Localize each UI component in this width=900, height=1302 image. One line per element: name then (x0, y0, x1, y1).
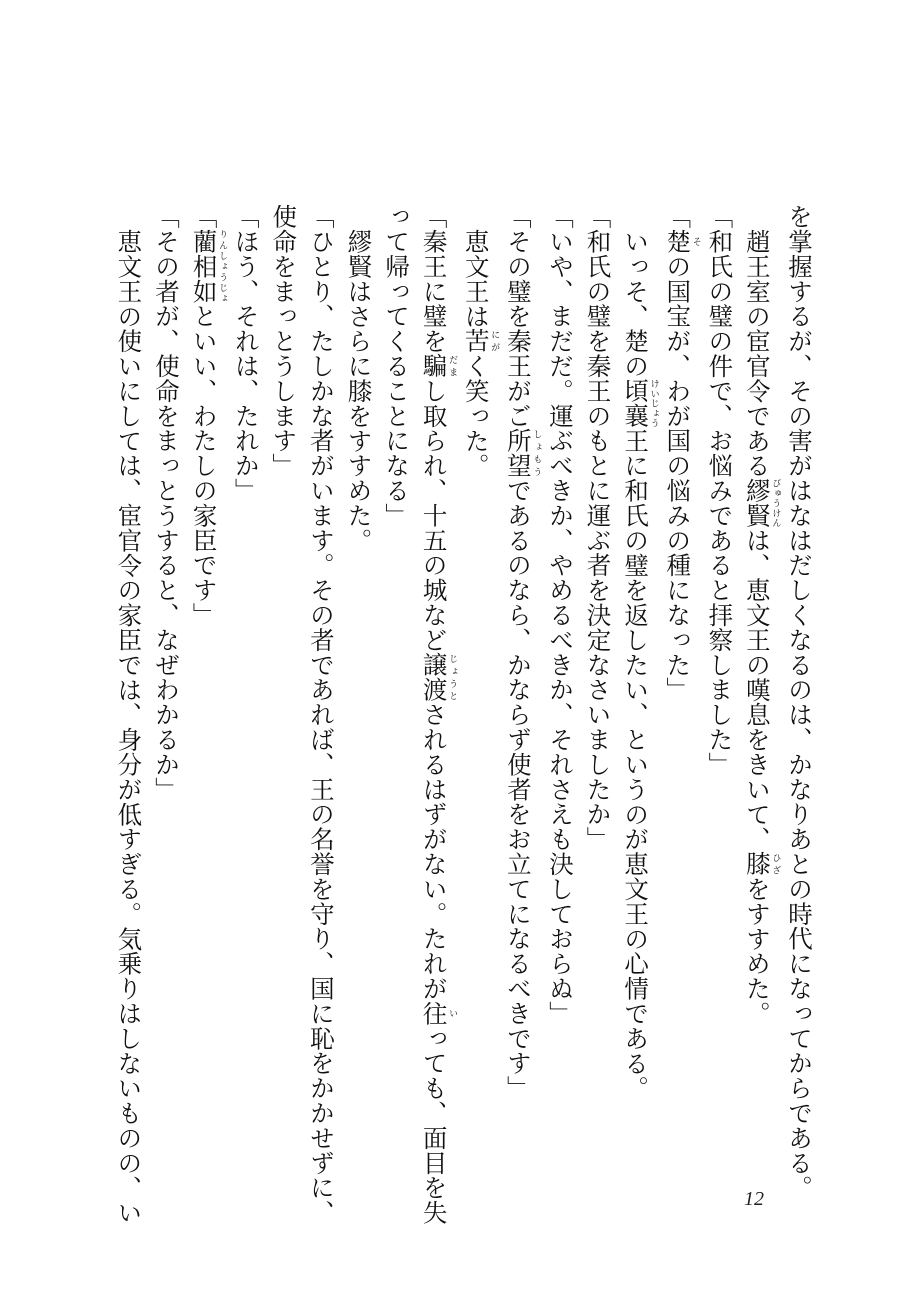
ruby-reading: にが (489, 328, 500, 353)
furigana-word (461, 328, 500, 354)
ruby-reading: りんしょうじょ (217, 228, 228, 304)
text-line (617, 204, 659, 1164)
furigana-word (189, 228, 228, 304)
text-line (340, 204, 378, 1164)
text-segment: 趙王室の宦官令である (742, 228, 772, 478)
ruby-reading: だま (447, 353, 458, 379)
ruby-reading: しょもう (531, 428, 542, 478)
ruby-base: 藺相如 (189, 228, 219, 304)
text-segment: いっそ、楚の (621, 228, 651, 378)
ruby-base: 往 (419, 1000, 449, 1026)
text-segment: されるはずがない。たれが (419, 702, 449, 1001)
ruby-base: 騙 (419, 353, 449, 379)
furigana-word (663, 228, 701, 254)
text-line (499, 204, 541, 1164)
text-segment: 繆賢はさらに膝をすすめた。 (344, 228, 374, 553)
text-line (457, 204, 499, 1164)
text-segment: 「その者が、使命をまっとうすると、なぜわかるか」 (152, 204, 181, 802)
text-segment: 王に和氏の璧を返したい、というのが恵文王の心情である。 (621, 427, 651, 1101)
ruby-reading: い (447, 1000, 458, 1026)
ruby-base: 所望 (503, 428, 533, 478)
text-segment: って帰ってくることになる」 (382, 204, 412, 528)
ruby-base: 譲渡 (419, 652, 449, 703)
furigana-word (419, 353, 458, 379)
furigana-word (419, 652, 458, 703)
text-segment: を掌握するが、その害がはなはだしくなるのは、かなりあとの時代になってからである。 (785, 204, 814, 1200)
text-line (738, 204, 780, 1164)
text-line (541, 204, 579, 1164)
text-segment: 恵文王は (461, 228, 491, 329)
ruby-reading: けいじょう (648, 377, 659, 428)
text-segment: は、恵文王の嘆息をきいて、 (742, 527, 772, 852)
text-line (110, 204, 148, 1225)
text-line (265, 204, 303, 1164)
text-segment: であるのなら、かならず使者をお立てになるべきです」 (503, 477, 533, 1101)
ruby-reading: そ (690, 228, 701, 254)
text-segment: 「和氏の璧の件で、お悩みであると拝察しました」 (705, 204, 735, 777)
text-segment: 「秦王に璧を (419, 204, 449, 354)
text-line (147, 204, 185, 1164)
text-line (579, 204, 617, 1164)
page-number: 12 (744, 1188, 764, 1210)
text-segment: 「いや、まだだ。運ぶべきか、やめるべきか、それさえも決しておらぬ」 (545, 204, 575, 1026)
ruby-base: 繆賢 (742, 477, 772, 528)
text-segment: 恵文王の使いにしては、宦官令の家臣では、身分が低すぎる。気乗りはしないものの、い (114, 228, 144, 1225)
ruby-reading: ひざ (770, 851, 781, 876)
furigana-word (742, 851, 781, 876)
text-line (302, 204, 340, 1225)
text-segment: の国宝が、わが国の悩みの種になった」 (663, 253, 693, 703)
text-segment: し取られ、十五の城など (419, 378, 449, 653)
ruby-base: 頃襄 (621, 377, 651, 428)
text-segment: をすすめた。 (742, 875, 772, 1026)
ruby-reading: じょうと (447, 652, 458, 703)
text-segment: く笑った。 (461, 353, 491, 478)
text-line (780, 204, 818, 1200)
text-segment: 「 (663, 204, 693, 229)
text-line (227, 204, 265, 1164)
text-segment: 「ひとり、たしかな者がいます。その者であれば、王の名誉を守り、国に恥をかかせずに、 (306, 204, 336, 1225)
text-segment: といい、わたしの家臣です」 (189, 303, 219, 628)
text-segment: 「和氏の璧を秦王のもとに運ぶ者を決定なさいましたか」 (583, 204, 613, 852)
furigana-word (503, 428, 542, 478)
text-segment: 「その璧を秦王がご (503, 204, 533, 429)
text-line (701, 204, 739, 1164)
text-segment: 「 (189, 204, 219, 229)
text-segment: っても、面目を失 (419, 1025, 449, 1225)
text-line (185, 204, 227, 1164)
text-line (659, 204, 701, 1164)
text-line (415, 204, 458, 1225)
text-segment: 「ほう、それは、たれか」 (231, 204, 261, 503)
text-segment: 使命をまっとうします」 (269, 204, 299, 478)
ruby-base: 楚 (663, 228, 693, 254)
furigana-word (621, 377, 659, 428)
ruby-base: 苦 (461, 328, 491, 354)
furigana-word (419, 1000, 458, 1026)
ruby-reading: びゅうけん (770, 477, 781, 528)
furigana-word (742, 477, 781, 528)
text-line (377, 204, 415, 1164)
ruby-base: 膝 (742, 851, 772, 876)
